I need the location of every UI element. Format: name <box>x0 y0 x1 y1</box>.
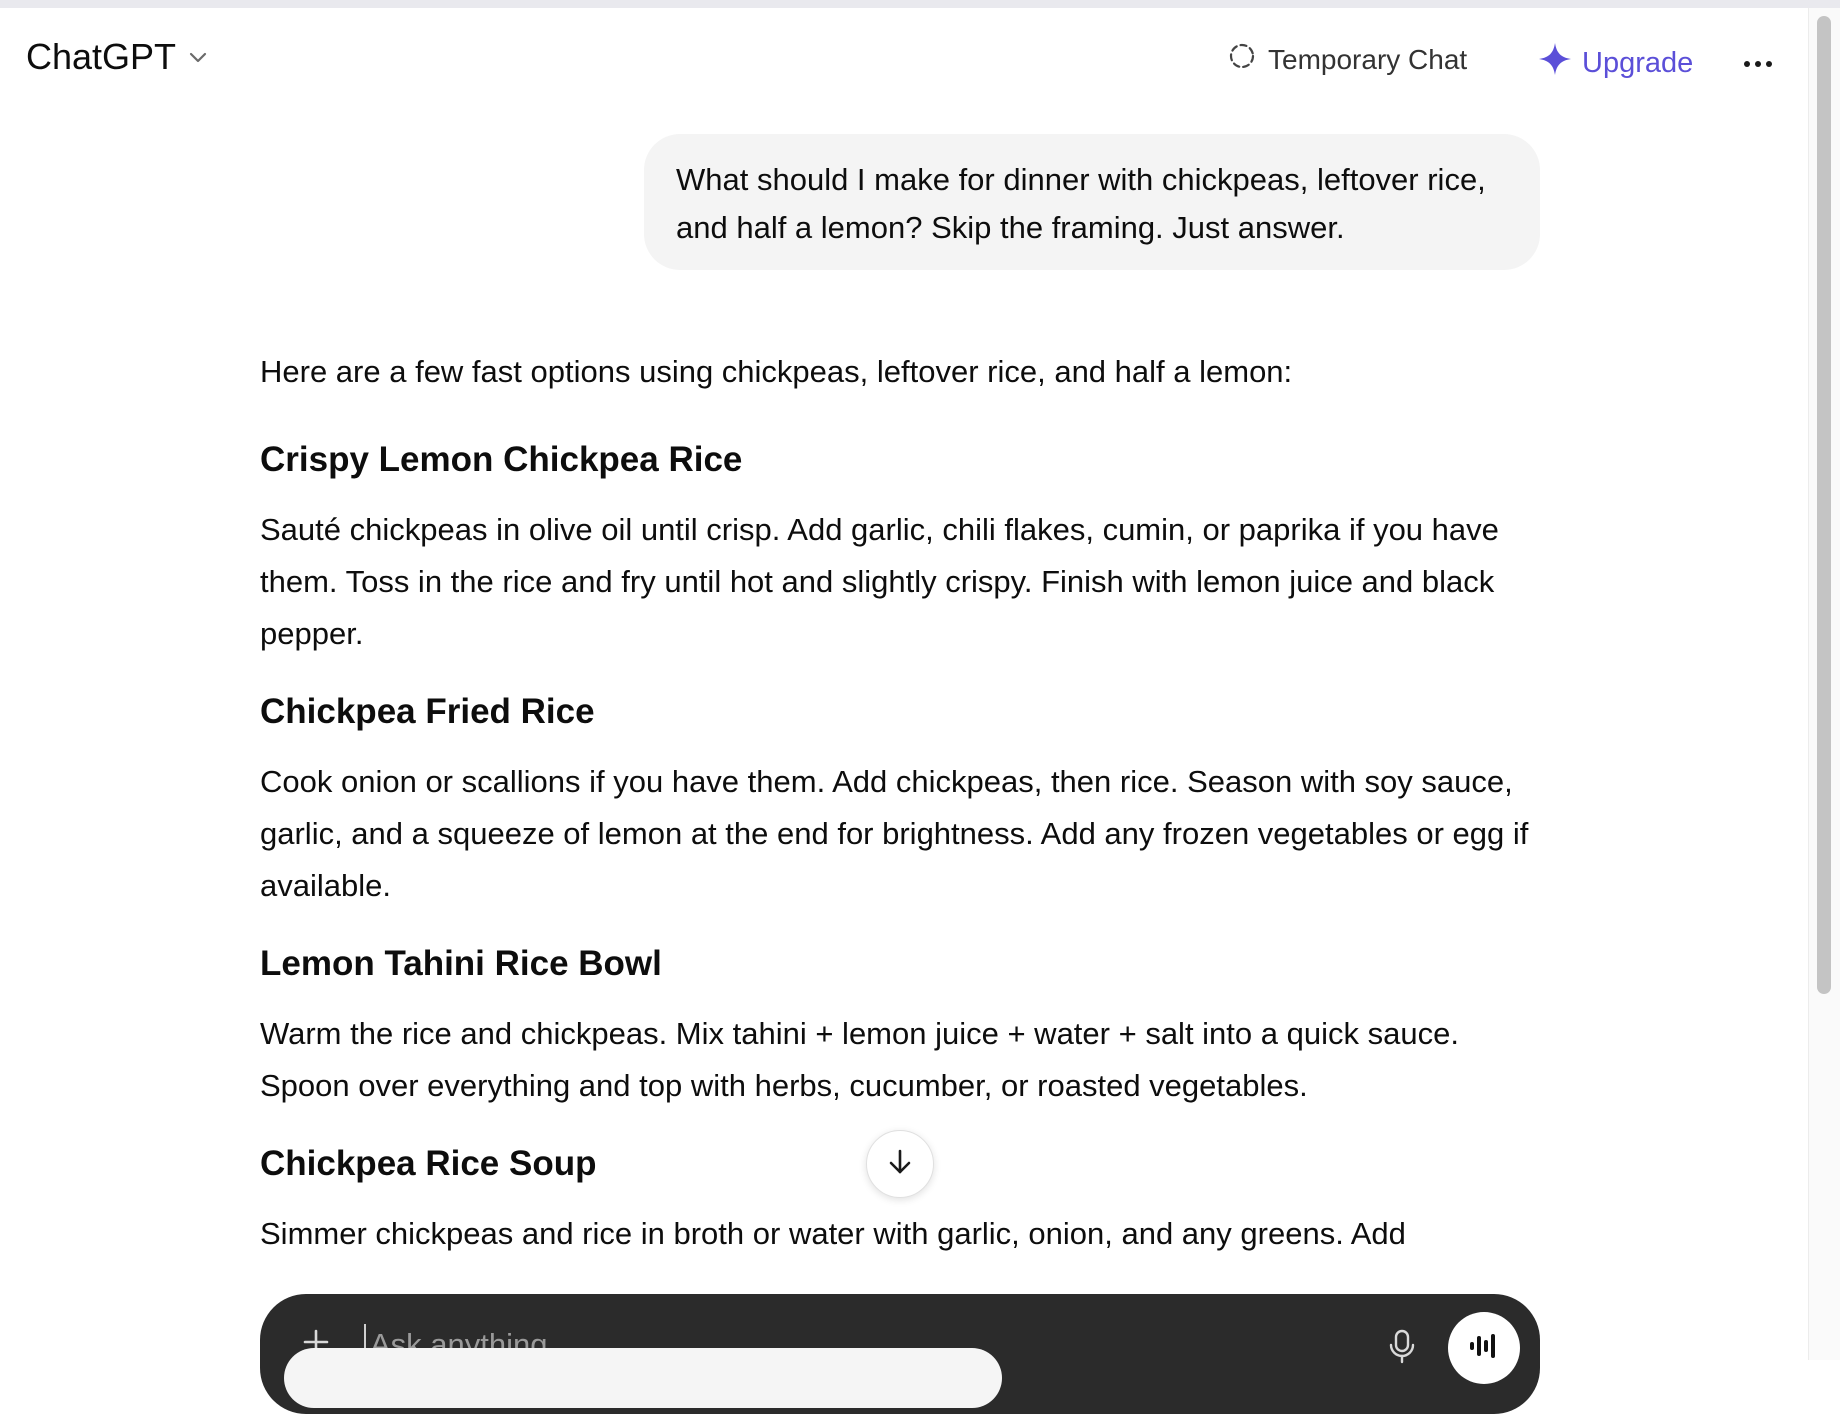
chevron-down-icon <box>186 45 210 69</box>
microphone-icon[interactable] <box>1382 1326 1422 1366</box>
recipe-body: Sauté chickpeas in olive oil until crisp. Add garlic, chili flakes, cumin, or paprika if you have them. Toss in the rice and fry until hot and slightly crispy. Finish with lemon juice and black pepper. <box>260 512 1499 651</box>
dashed-circle-icon <box>1228 42 1256 77</box>
message-composer <box>260 1294 1540 1414</box>
composer-attachment-chip[interactable] <box>284 1348 1002 1408</box>
temporary-chat-label: Temporary Chat <box>1268 43 1468 75</box>
scroll-to-bottom-button[interactable] <box>866 1130 934 1198</box>
window-top-edge <box>0 0 1840 8</box>
voice-waveform-icon <box>1466 1328 1502 1369</box>
voice-mode-button[interactable] <box>1448 1312 1520 1384</box>
recipe-title: Crispy Lemon Chickpea Rice <box>260 440 743 479</box>
recipe-title: Chickpea Fried Rice <box>260 692 595 731</box>
sparkle-icon <box>1538 42 1572 84</box>
recipe-body: Cook onion or scallions if you have them. Add chickpeas, then rice. Season with soy sauce, garlic, and a squeeze of lemon at the end for brightness. Add any frozen vegetables or egg if available. <box>260 764 1529 903</box>
upgrade-label: Upgrade <box>1582 46 1694 79</box>
arrow-down-icon <box>884 1146 916 1183</box>
recipe-body: Simmer chickpeas and rice in broth or water with garlic, onion, and any greens. Add <box>260 1216 1406 1251</box>
assistant-intro: Here are a few fast options using chickpeas, leftover rice, and half a lemon: <box>260 354 1293 389</box>
app-title: ChatGPT <box>26 36 177 77</box>
top-bar <box>0 8 1808 110</box>
scrollbar-thumb[interactable] <box>1817 16 1831 994</box>
recipe-title: Chickpea Rice Soup <box>260 1144 597 1183</box>
user-message-bubble <box>644 134 1540 270</box>
assistant-message <box>260 346 1550 1260</box>
more-horizontal-icon[interactable] <box>1740 46 1776 82</box>
upgrade-button[interactable] <box>1538 42 1693 84</box>
recipe-title: Lemon Tahini Rice Bowl <box>260 944 662 983</box>
user-message-text: What should I make for dinner with chickpeas, leftover rice, and half a lemon? Skip the framing. Just answer. <box>676 162 1486 245</box>
recipe-body: Warm the rice and chickpeas. Mix tahini + lemon juice + water + salt into a quick sauce. Spoon over everything and top with herbs, cucumber, or roasted vegetables. <box>260 1016 1459 1103</box>
model-selector[interactable] <box>26 36 210 78</box>
temporary-chat-button[interactable] <box>1228 42 1467 77</box>
